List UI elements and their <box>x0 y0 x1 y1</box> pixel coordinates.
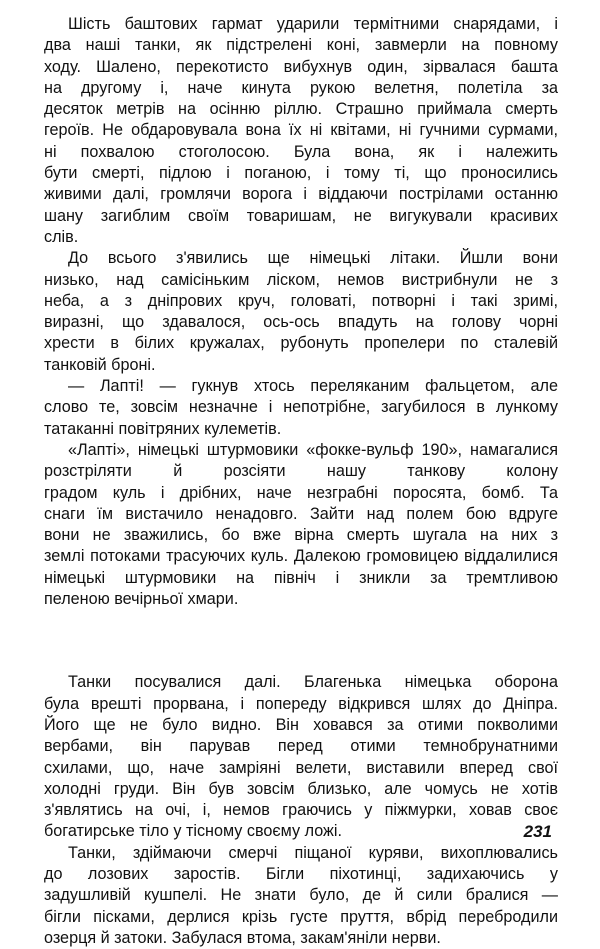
text-line: снаги їм вистачило ненадовго. Зайти над полем бою вдруге <box>44 504 558 523</box>
text-line: героїв. Не обдаровувала вона їх ні квітами, ні гучними сурмами, <box>44 121 558 140</box>
text-line: два наші танки, як підстрелені коні, завмерли на повному <box>44 36 558 55</box>
text-line: — Лапті! — гукнув хтось переляканим фальцетом, але <box>68 377 558 396</box>
text-line: богатирське тіло у тісному своєму ложі. <box>44 822 342 841</box>
section-break <box>44 610 558 672</box>
text-line: слів. <box>44 227 79 246</box>
text-line: розстріляти й розсіяти нашу танкову колону <box>44 462 558 481</box>
text-line: німецькі штурмовики на північ і зникли за тремтливою <box>44 568 558 587</box>
text-line: на другому і, наче кинута рукою велетня, полетіла за <box>44 78 558 97</box>
text-line: озерця й затоки. Забулася втома, закам'яніли нерви. <box>44 928 441 947</box>
text-line: ні похвалою стоголосою. Була вона, як і належить <box>44 142 558 161</box>
text-line: схилами, що, наче замріяні велети, виставили вперед свої <box>44 758 558 777</box>
text-line: була врешті прорвана, і попереду відкрився шлях до Дніпра. <box>44 694 558 713</box>
text-line: Танки, здіймаючи смерчі піщаної куряви, вихоплювались <box>68 843 558 862</box>
text-line: вони не зважились, бо вже вірна смерть шугала на них з <box>44 526 558 545</box>
text-line: До всього з'явились ще німецькі літаки. Йшли вони <box>68 249 558 268</box>
paragraph <box>44 376 558 440</box>
text-section-lower <box>44 672 558 949</box>
text-line: виразні, що здавалося, ось-ось впадуть на голову чорні <box>44 313 558 332</box>
text-line: живими далі, громлячи ворога і віддаючи пострілами останню <box>44 185 558 204</box>
text-section-upper <box>44 14 558 610</box>
paragraph <box>44 672 558 842</box>
text-line: бігли пісками, дерлися крізь густе пруття, вбрід перебродили <box>44 907 558 926</box>
text-line: шану загиблим своїм товаришам, не вигукували красивих <box>44 206 558 225</box>
text-line: «Лапті», німецькі штурмовики «фокке-вульф 190», намагалися <box>68 440 558 459</box>
text-line: задушливій кушпелі. Не знати було, де й сили бралися — <box>44 886 558 905</box>
paragraph <box>44 14 558 248</box>
page-number: 231 <box>523 822 552 841</box>
text-line: хрести в білих кружалах, рубонуть пропелери по сталевій <box>44 334 558 353</box>
text-line: з'являтись на очі, і, немов граючись у піжмурки, ховав своє <box>44 801 558 820</box>
text-line: ходу. Шалено, перекотисто вибухнув один, зірвалася башта <box>44 57 558 76</box>
text-line: Шість баштових гармат ударили термітними снарядами, і <box>68 15 558 33</box>
text-line: неба, а з дніпрових круч, головаті, потворні і такі зримі, <box>44 291 558 310</box>
paragraph <box>44 843 558 949</box>
text-line: низько, над самісіньким ліском, немов вистрибнули не з <box>44 270 558 289</box>
text-line: Танки посувалися далі. Благенька німецька оборона <box>68 673 558 692</box>
text-line: землі потоками трасуючих куль. Далекою громовицею віддалилися <box>44 547 558 566</box>
paragraph <box>44 440 558 610</box>
text-line: Його ще не було видно. Він ховався за отими покволими <box>44 715 558 734</box>
text-line: пеленою вечірньої хмари. <box>44 590 239 609</box>
text-line: градом куль і дрібних, наче незграбні поросята, бомб. Та <box>44 483 558 502</box>
text-line: бути смерті, підлою і поганою, і тому ті, що проносились <box>44 164 558 183</box>
text-line: десяток метрів на осінню ріллю. Страшно приймала смерть <box>44 100 558 119</box>
text-line: танковій броні. <box>44 355 156 374</box>
text-line: татаканні повітряних кулеметів. <box>44 419 282 438</box>
text-line: вербами, він парував перед отими темнобрунатними <box>44 737 558 756</box>
text-line: слово те, зовсім незначне і непотрібне, загубилося в лункому <box>44 398 558 417</box>
paragraph <box>44 248 558 376</box>
text-line: до лозових заростів. Бігли піхотинці, задихаючись у <box>44 864 558 883</box>
text-line: холодні груди. Він був зовсім близько, але чомусь не хотів <box>44 779 558 798</box>
